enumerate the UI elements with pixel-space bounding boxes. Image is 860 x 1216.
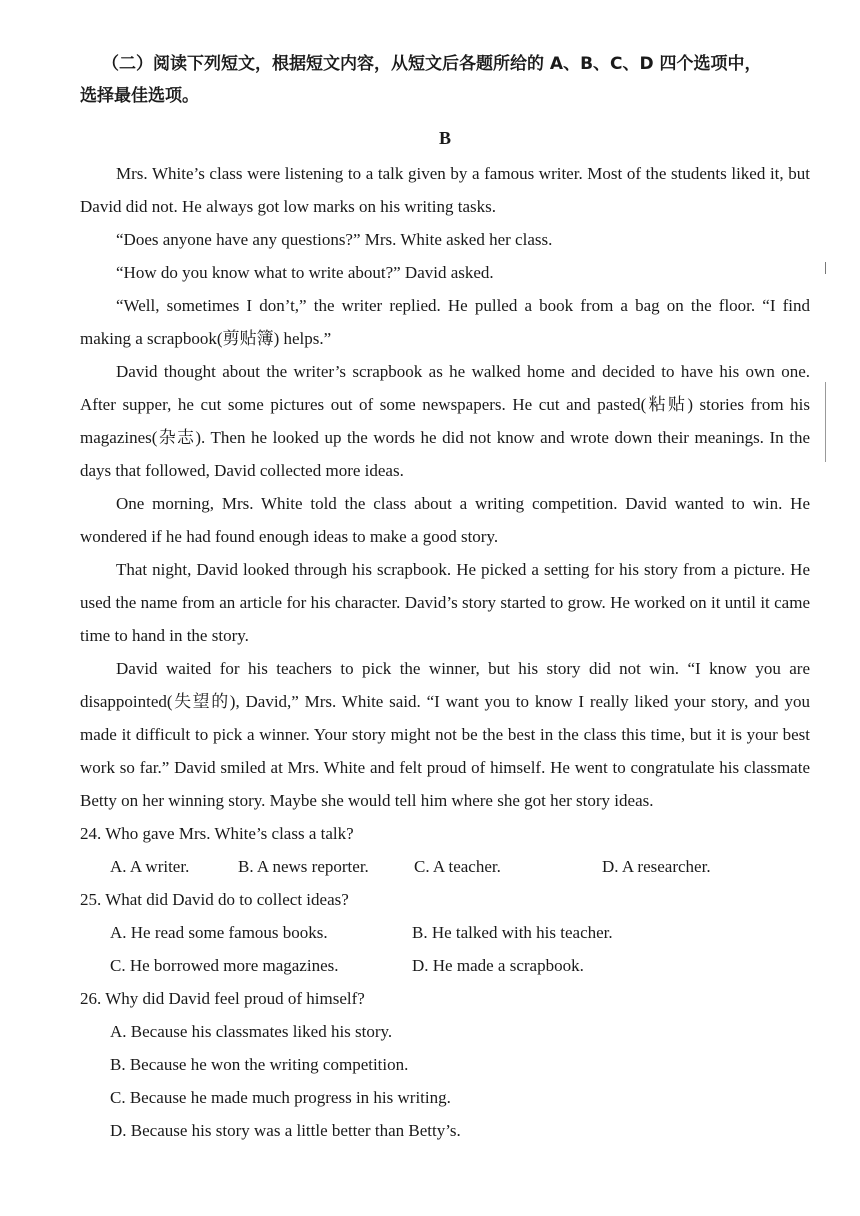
question-stem: 25. What did David do to collect ideas? xyxy=(80,890,349,909)
instruction-line-2: 选择最佳选项。 xyxy=(80,86,199,106)
scan-edge-mark xyxy=(825,262,826,274)
instructions xyxy=(80,48,810,112)
passage-paragraph-8: David waited for his teachers to pick the winner, but his story did not win. “I know you are disappointed(失望的), David,” Mrs. White said. “I want you to know I really liked your story, and you made it difficult to pick a winner. Your story might not be the best in the class this time, but it is your best work so far.” David smiled at Mrs. White and felt proud of himself. He went to congratulate his classmate Betty on her winning story. Maybe she would tell him where she got her story ideas. xyxy=(80,659,810,810)
question-24 xyxy=(80,817,810,883)
question-options-row-1 xyxy=(80,916,810,949)
reading-passage xyxy=(80,157,810,817)
option-d: D. A researcher. xyxy=(602,857,711,876)
passage-paragraph-2: “Does anyone have any questions?” Mrs. White asked her class. xyxy=(116,230,553,249)
instruction-line-1: （二）阅读下列短文，根据短文内容，从短文后各题所给的 A、B、C、D 四个选项中， xyxy=(102,54,762,74)
option-a: A. A writer. xyxy=(110,857,190,876)
question-options xyxy=(80,850,810,883)
option-b: B. Because he won the writing competition. xyxy=(110,1055,409,1074)
question-26 xyxy=(80,982,810,1147)
question-stem: 26. Why did David feel proud of himself? xyxy=(80,989,365,1008)
passage-paragraph-3: “How do you know what to write about?” David asked. xyxy=(116,263,494,282)
scan-edge-mark xyxy=(825,382,826,462)
question-stem: 24. Who gave Mrs. White’s class a talk? xyxy=(80,824,354,843)
passage-paragraph-1: Mrs. White’s class were listening to a talk given by a famous writer. Most of the students liked it, but David did not. He always got low marks on his writing tasks. xyxy=(80,164,810,216)
question-options-row-2 xyxy=(80,949,810,982)
passage-paragraph-4: “Well, sometimes I don’t,” the writer replied. He pulled a book from a bag on the floor. “I find making a scrapbook(剪贴簿) helps.” xyxy=(80,296,810,348)
option-a: A. He read some famous books. xyxy=(110,923,328,942)
option-b: B. A news reporter. xyxy=(238,857,369,876)
passage-paragraph-5: David thought about the writer’s scrapbook as he walked home and decided to have his own one. After supper, he cut some pictures out of some newspapers. He cut and pasted(粘贴) stories from his magazines(杂志). Then he looked up the words he did not know and wrote down their meanings. In the days that followed, David collected more ideas. xyxy=(80,362,810,480)
option-c: C. Because he made much progress in his writing. xyxy=(110,1088,451,1107)
passage-paragraph-6: One morning, Mrs. White told the class about a writing competition. David wanted to win. He wondered if he had found enough ideas to make a good story. xyxy=(80,494,810,546)
question-25 xyxy=(80,883,810,982)
option-c: C. He borrowed more magazines. xyxy=(110,956,339,975)
option-a: A. Because his classmates liked his story. xyxy=(110,1022,393,1041)
option-d: D. Because his story was a little better than Betty’s. xyxy=(110,1121,461,1140)
option-c: C. A teacher. xyxy=(414,857,501,876)
passage-paragraph-7: That night, David looked through his scrapbook. He picked a setting for his story from a picture. He used the name from an article for his character. David’s story started to grow. He worked on it until it came time to hand in the story. xyxy=(80,560,810,645)
option-b: B. He talked with his teacher. xyxy=(412,923,613,942)
section-label: B xyxy=(438,128,451,148)
option-d: D. He made a scrapbook. xyxy=(412,956,584,975)
